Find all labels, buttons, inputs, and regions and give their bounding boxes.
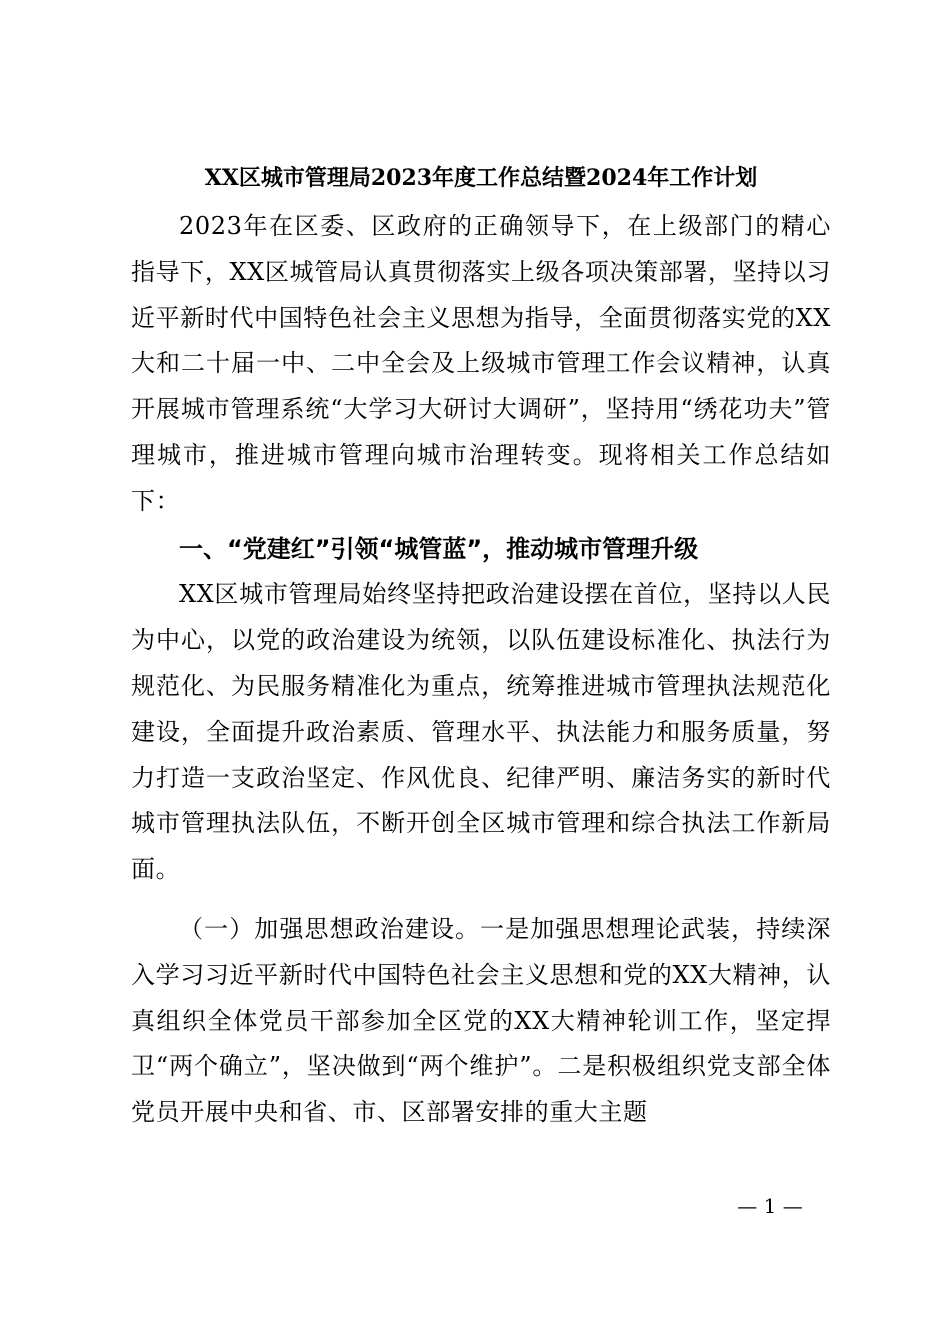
- page-number: — 1 —: [737, 1194, 803, 1218]
- section-heading-1: 一、“党建红”引领“城管蓝”，推动城市管理升级: [179, 534, 699, 563]
- subsection-1-paragraph: （一）加强思想政治建设。一是加强思想理论武装，持续深入学习习近平新时代中国特色社会主义思想和党的XX大精神，认真组织全体党员干部参加全区党的XX大精神轮训工作，坚定捍卫“两个确立”，坚决做到“两个维护”。二是积极组织党支部全体党员开展中央和省、市、区部署安排的重大主题: [131, 914, 831, 1127]
- intro-paragraph: 2023年在区委、区政府的正确领导下，在上级部门的精心指导下，XX区城管局认真贯彻落实上级各项决策部署，坚持以习近平新时代中国特色社会主义思想为指导，全面贯彻落实党的XX大和二十届一中、二中全会及上级城市管理工作会议精神，认真开展城市管理系统“大学习大研讨大调研”，坚持用“绣花功夫”管理城市，推进城市管理向城市治理转变。现将相关工作总结如下：: [131, 212, 831, 515]
- section-1-paragraph: XX区城市管理局始终坚持把政治建设摆在首位，坚持以人民为中心，以党的政治建设为统领，以队伍建设标准化、执法行为规范化、为民服务精准化为重点，统筹推进城市管理执法规范化建设，全面提升政治素质、管理水平、执法能力和服务质量，努力打造一支政治坚定、作风优良、纪律严明、廉洁务实的新时代城市管理执法队伍，不断开创全区城市管理和综合执法工作新局面。: [131, 580, 831, 884]
- document-body: [131, 163, 831, 1136]
- document-title: XX区城市管理局2023年度工作总结暨2024年工作计划: [204, 165, 758, 191]
